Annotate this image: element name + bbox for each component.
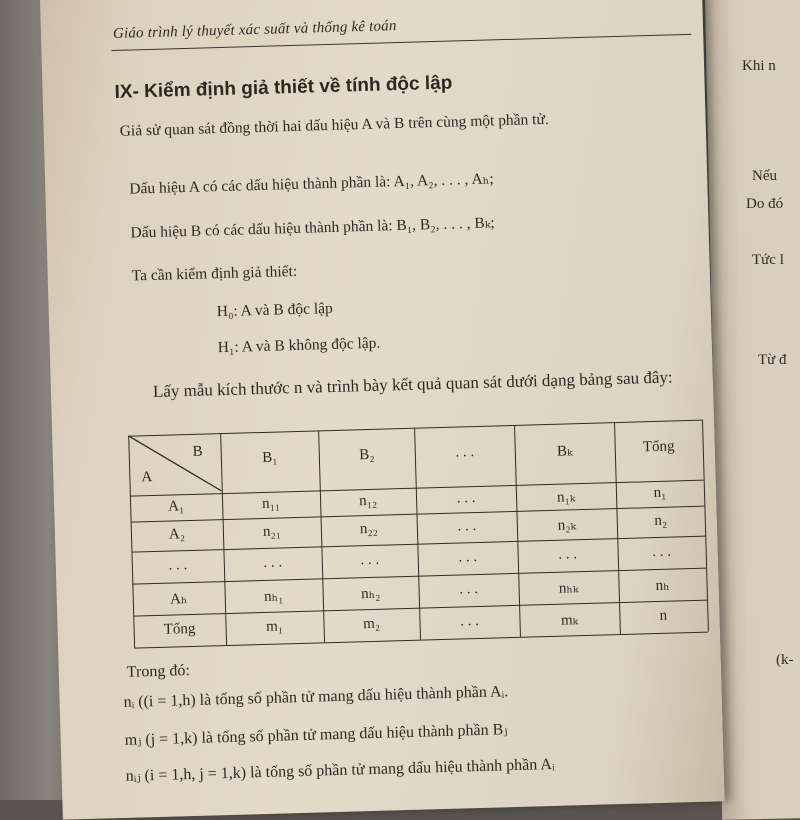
- explanation-line-1: nᵢ ((i = 1,h) là tổng số phần tử mang dấu hiệu thành phần Aᵢ.: [123, 683, 509, 711]
- table-cell: . . .: [360, 551, 380, 569]
- table-cell: n₁ₖ: [556, 489, 576, 506]
- table-cell: nₕ: [655, 577, 670, 595]
- table-cell: n₁₂: [358, 492, 378, 510]
- test-intro: Ta cần kiểm định giả thiết:: [131, 262, 298, 285]
- book-page: [40, 0, 725, 820]
- facing-line-2: Nếu: [752, 168, 777, 184]
- hypothesis-h1: H₁: A và B không độc lập.: [217, 334, 381, 357]
- corner-label-b: B: [192, 443, 203, 460]
- table-cell: n₁₁: [261, 495, 281, 512]
- line-a: Dấu hiệu A có các dấu hiệu thành phần là: A₁, A₂, . . . , Aₕ;: [129, 170, 494, 198]
- table-cell: nₕ₂: [360, 585, 381, 603]
- contingency-table: [128, 420, 708, 648]
- table-header-cell: . . .: [455, 444, 475, 461]
- table-cell: nₕ₁: [263, 588, 284, 605]
- table-header-cell: Bₖ: [556, 443, 573, 460]
- table-cell: mₖ: [560, 612, 579, 629]
- facing-line-4: Tức l: [752, 252, 784, 268]
- facing-line-6: (k-: [776, 652, 794, 668]
- table-grid: [128, 420, 702, 436]
- table-cell: . . .: [457, 518, 477, 535]
- table-cell: n₂ₖ: [557, 517, 577, 534]
- explanation-line-3: nᵢⱼ (i = 1,h, j = 1,k) là tổng số phần tử mang dấu hiệu thành phần Aᵢ: [125, 755, 555, 785]
- hypothesis-h0: H₀: A và B độc lập: [216, 299, 334, 321]
- corner-label-a: A: [141, 469, 153, 486]
- table-row-label: Aₕ: [169, 591, 188, 608]
- table-row-label: A₁: [167, 498, 185, 515]
- table-cell: n₁: [653, 484, 667, 502]
- section-title: IX- Kiểm định giả thiết về tính độc lập: [114, 72, 453, 103]
- table-cell: n₂₂: [359, 520, 379, 538]
- table-cell: nₕₖ: [558, 580, 579, 597]
- table-cell: . . .: [459, 581, 479, 598]
- sample-paragraph: Lấy mẫu kích thước n và trình bày kết quả quan sát dưới dạng bảng sau đây:: [152, 367, 673, 401]
- table-header-cell: B₁: [262, 449, 278, 466]
- running-header: Giáo trình lý thuyết xác suất và thống kê toán: [112, 18, 397, 42]
- explanation-label: Trong đó:: [126, 662, 191, 681]
- table-cell: . . .: [558, 546, 578, 563]
- table-cell: n₂: [654, 512, 668, 530]
- table-cell: . . .: [456, 490, 476, 507]
- table-row-label: Tổng: [163, 620, 196, 638]
- table-cell: . . .: [458, 549, 478, 566]
- table-cell: . . .: [459, 612, 480, 630]
- table-header-cell: B₂: [358, 446, 375, 464]
- table-row-label: A₂: [168, 526, 186, 543]
- table-header-cell: Tổng: [642, 438, 675, 456]
- line-b: Dấu hiệu B có các dấu hiệu thành phần là: B₁, B₂, . . . , Bₖ;: [130, 214, 495, 242]
- table-row-label: . . .: [168, 557, 188, 574]
- table-cell: . . .: [652, 543, 672, 561]
- table-cell: . . .: [263, 554, 283, 571]
- table-cell: m₁: [265, 618, 284, 635]
- table-cell: n: [659, 607, 668, 624]
- facing-line-5: Từ đ: [758, 352, 787, 368]
- table-cell: m₂: [362, 615, 381, 633]
- facing-line-3: Do đó: [746, 196, 784, 212]
- table-cell: n₂₁: [262, 523, 282, 540]
- intro-paragraph: Giả sử quan sát đồng thời hai dấu hiệu A và B trên cùng một phần tử.: [119, 110, 550, 140]
- facing-line-1: Khi n: [742, 58, 776, 74]
- explanation-line-2: mⱼ (j = 1,k) là tổng số phần tử mang dấu hiệu thành phần Bⱼ: [124, 721, 508, 749]
